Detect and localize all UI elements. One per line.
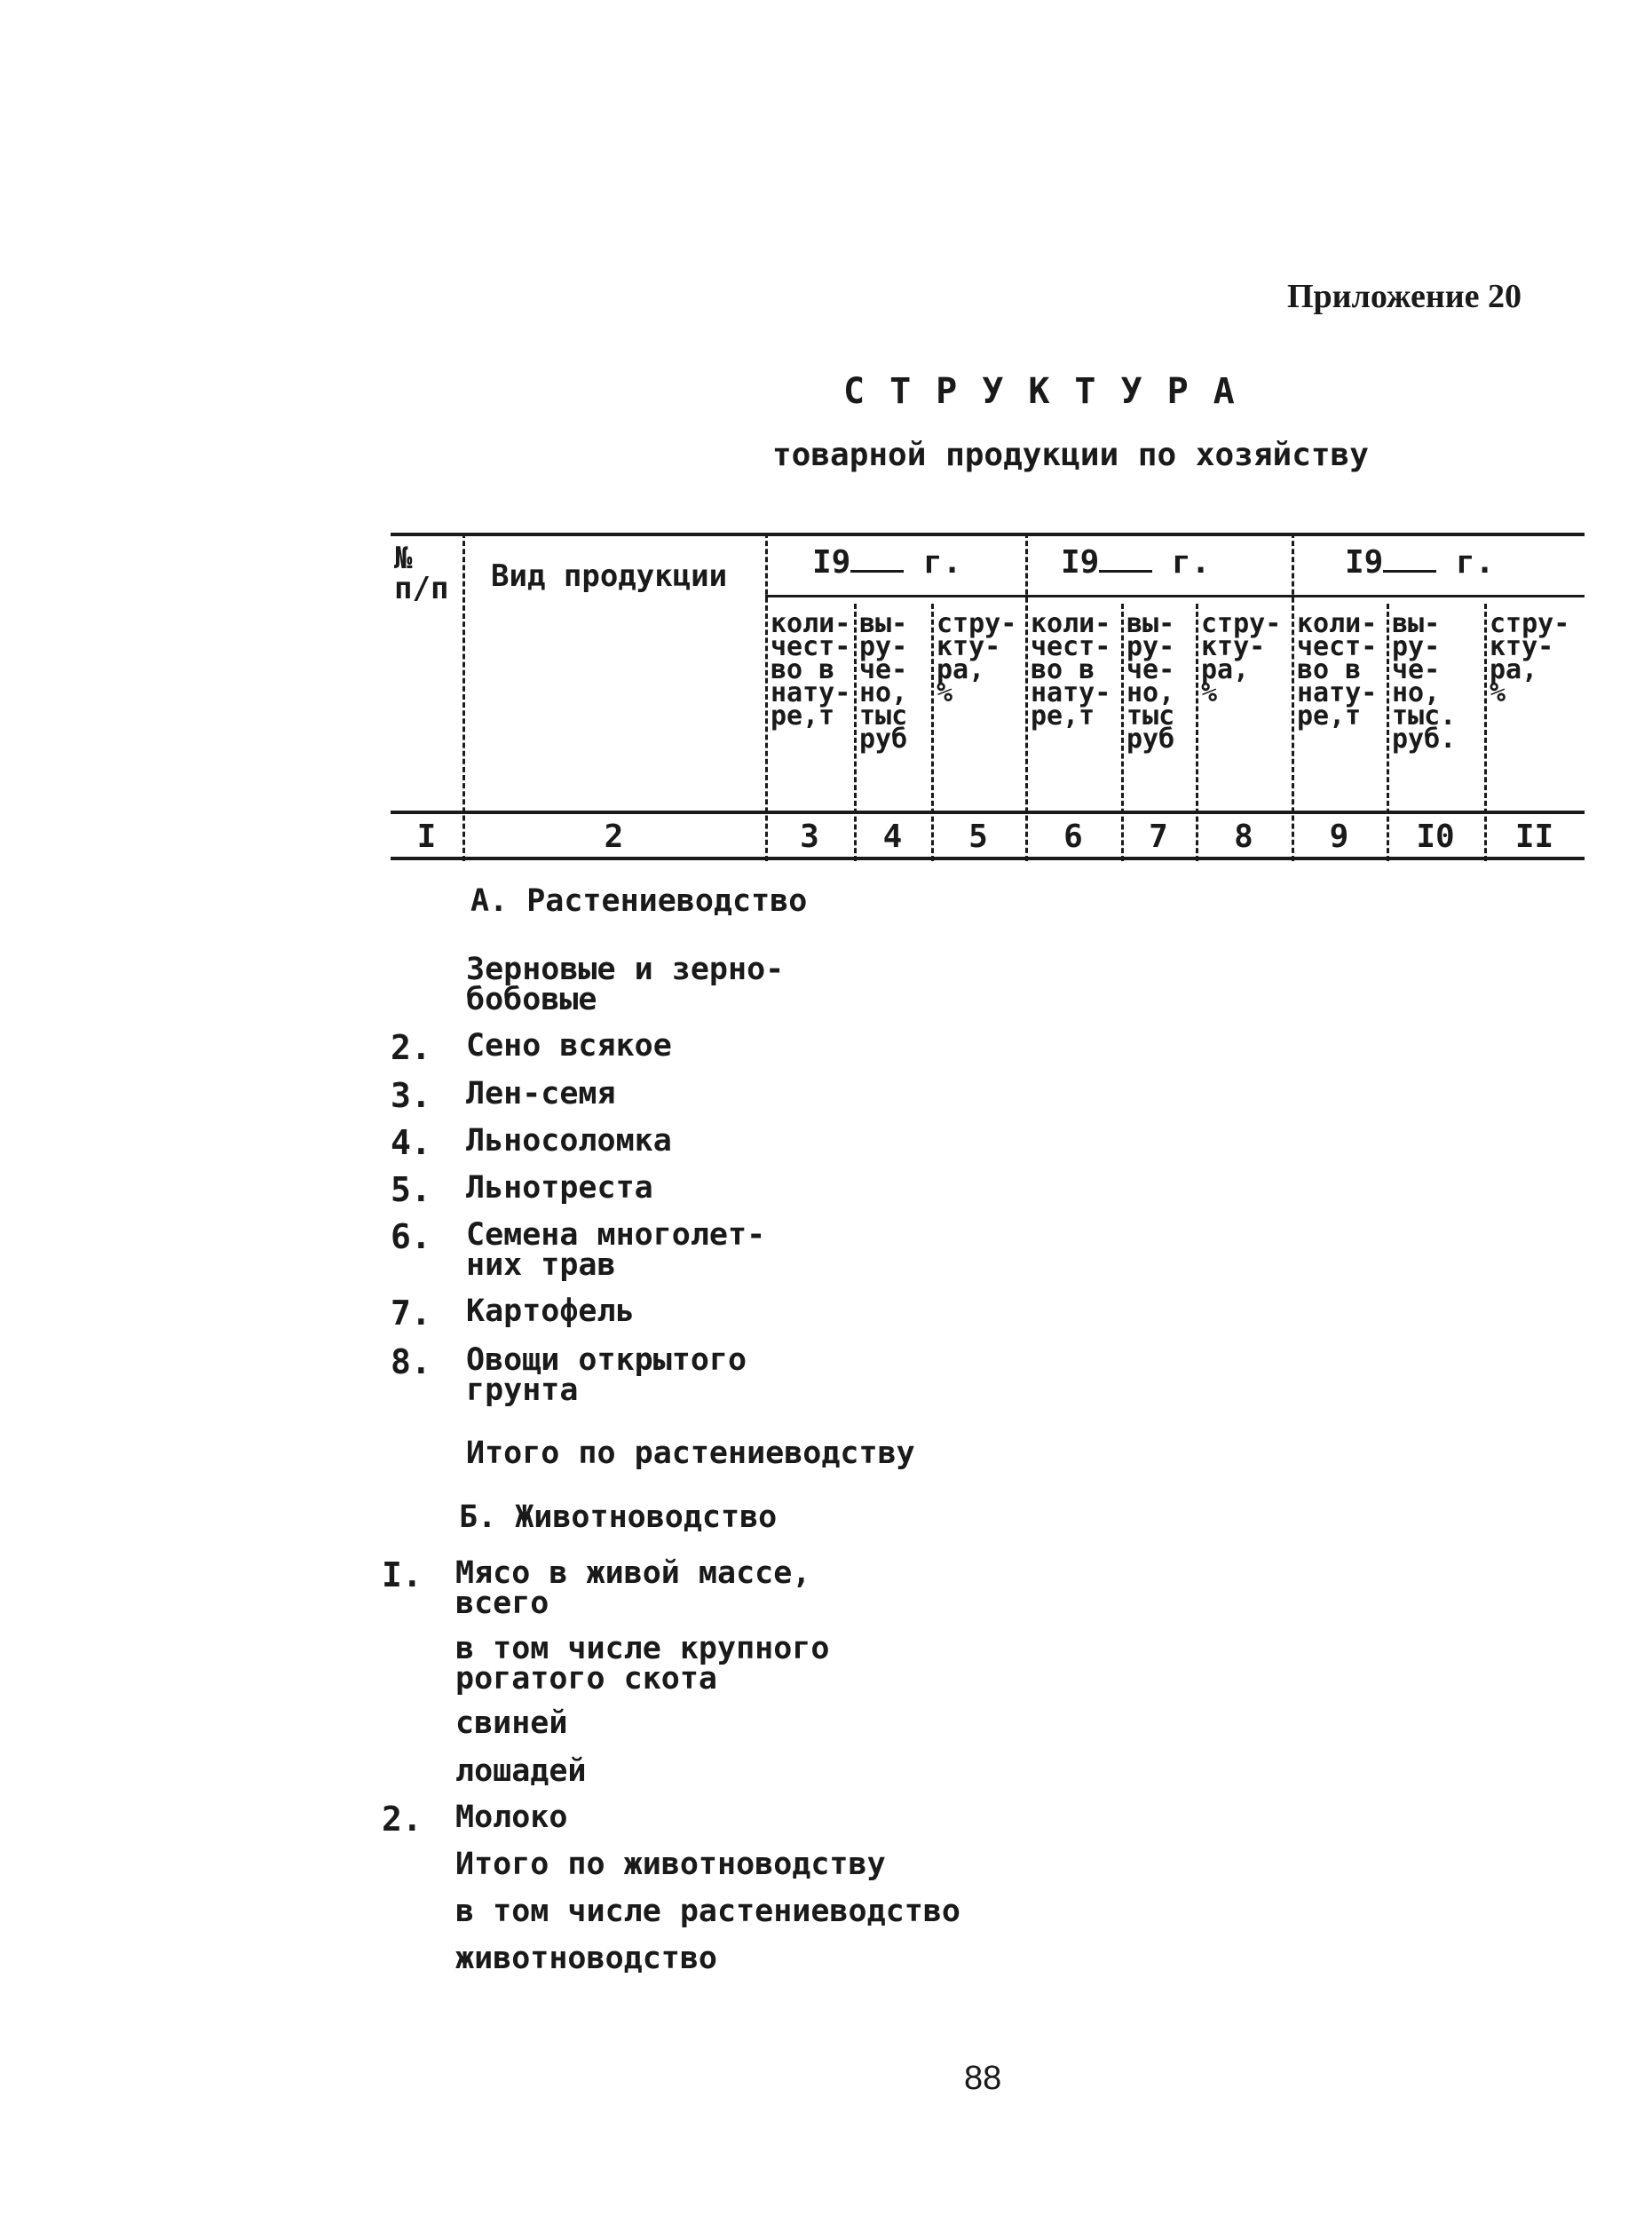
column-number: 6	[1063, 819, 1083, 855]
column-number: 4	[882, 819, 903, 855]
year-prefix: I9	[1061, 544, 1100, 581]
year-blank	[1099, 543, 1152, 573]
row-label: лошадей	[455, 1753, 587, 1789]
row-number: I.	[382, 1555, 423, 1594]
column-number: 5	[968, 819, 988, 855]
row-label: Молоко	[455, 1800, 568, 1835]
col-rule-8	[1292, 533, 1294, 861]
row-number: 2.	[391, 1028, 431, 1067]
column-number: 9	[1329, 819, 1349, 855]
column-number: 2	[604, 819, 624, 855]
row-label: животноводство	[455, 1941, 718, 1976]
section-heading: Б. Животноводство	[459, 1499, 778, 1535]
col-rule-2	[765, 533, 768, 861]
header-qty-3: коли- чест- во в нату- ре,т	[1297, 608, 1378, 732]
appendix-label: Приложение 20	[1286, 278, 1522, 315]
year-group-3	[1345, 543, 1494, 581]
row-number: 2.	[382, 1800, 423, 1839]
row-label: свиней	[455, 1705, 568, 1741]
page-number: 88	[964, 2060, 1002, 2097]
row-label: в том числе растениеводство	[455, 1894, 960, 1929]
row-label: Картофель	[466, 1294, 635, 1329]
column-number: 7	[1149, 819, 1168, 855]
header-revenue-1: вы- ру- че- но, тыс руб	[859, 608, 908, 755]
year-suffix: г.	[923, 544, 962, 581]
header-qty-1: коли- чест- во в нату- ре,т	[771, 608, 851, 732]
row-number: 5.	[391, 1170, 431, 1209]
table-header	[0, 0, 1652, 888]
row-number: 3.	[391, 1076, 431, 1115]
row-number: 6.	[391, 1217, 431, 1256]
year-suffix: г.	[1456, 544, 1495, 581]
header-bottom-rule	[391, 811, 1585, 814]
row-label: Семена многолет- них трав	[466, 1217, 766, 1283]
header-revenue-3: вы- ру- че- но, тыс. руб.	[1392, 608, 1457, 755]
column-number: 3	[800, 819, 819, 855]
row-number: 4.	[391, 1123, 431, 1162]
row-label: Сено всякое	[466, 1028, 672, 1064]
column-number: I	[416, 819, 437, 855]
row-number: 7.	[391, 1294, 431, 1333]
year-group-2	[1061, 543, 1210, 581]
year-blank	[1383, 543, 1436, 573]
header-revenue-2: вы- ру- че- но, тыс руб	[1126, 608, 1175, 755]
header-structure-3: стру- кту- ра, %	[1490, 608, 1570, 708]
year-sub-rule	[765, 595, 1585, 597]
row-label: Зерновые и зерно- бобовые	[466, 952, 785, 1017]
column-number: II	[1514, 819, 1554, 855]
table-top-rule	[391, 533, 1585, 536]
row-label: в том числе крупного рогатого скота	[455, 1631, 830, 1697]
col-rule-5	[1025, 533, 1028, 861]
year-prefix: I9	[1345, 544, 1384, 581]
year-prefix: I9	[812, 544, 851, 581]
row-label: Лен-семя	[466, 1076, 616, 1112]
header-structure-1: стру- кту- ра, %	[937, 608, 1017, 708]
document-title: СТРУКТУРА	[843, 371, 1260, 412]
year-group-1	[812, 543, 961, 581]
row-label: Льносоломка	[466, 1123, 672, 1159]
document-subtitle: товарной продукции по хозяйству	[772, 437, 1369, 473]
section-heading: А. Растениеводство	[470, 883, 808, 919]
year-suffix: г.	[1172, 544, 1211, 581]
row-label: Овощи открытого грунта	[466, 1342, 747, 1408]
header-structure-2: стру- кту- ра, %	[1201, 608, 1282, 708]
subtotal-label: Итого по растениеводству	[466, 1436, 915, 1471]
row-label: Льнотреста	[466, 1170, 653, 1206]
year-blank	[850, 543, 904, 573]
header-qty-2: коли- чест- во в нату- ре,т	[1031, 608, 1111, 732]
colnum-bottom-rule	[391, 857, 1585, 860]
header-col-number: № п/п	[394, 541, 449, 606]
column-number: I0	[1416, 819, 1455, 855]
row-number: 8.	[391, 1342, 431, 1381]
subtotal-label: Итого по животноводству	[455, 1847, 886, 1882]
col-rule-1	[462, 533, 465, 861]
row-label: Мясо в живой массе, всего	[455, 1555, 811, 1621]
header-col-product: Вид продукции	[491, 558, 728, 594]
column-number: 8	[1234, 819, 1253, 855]
